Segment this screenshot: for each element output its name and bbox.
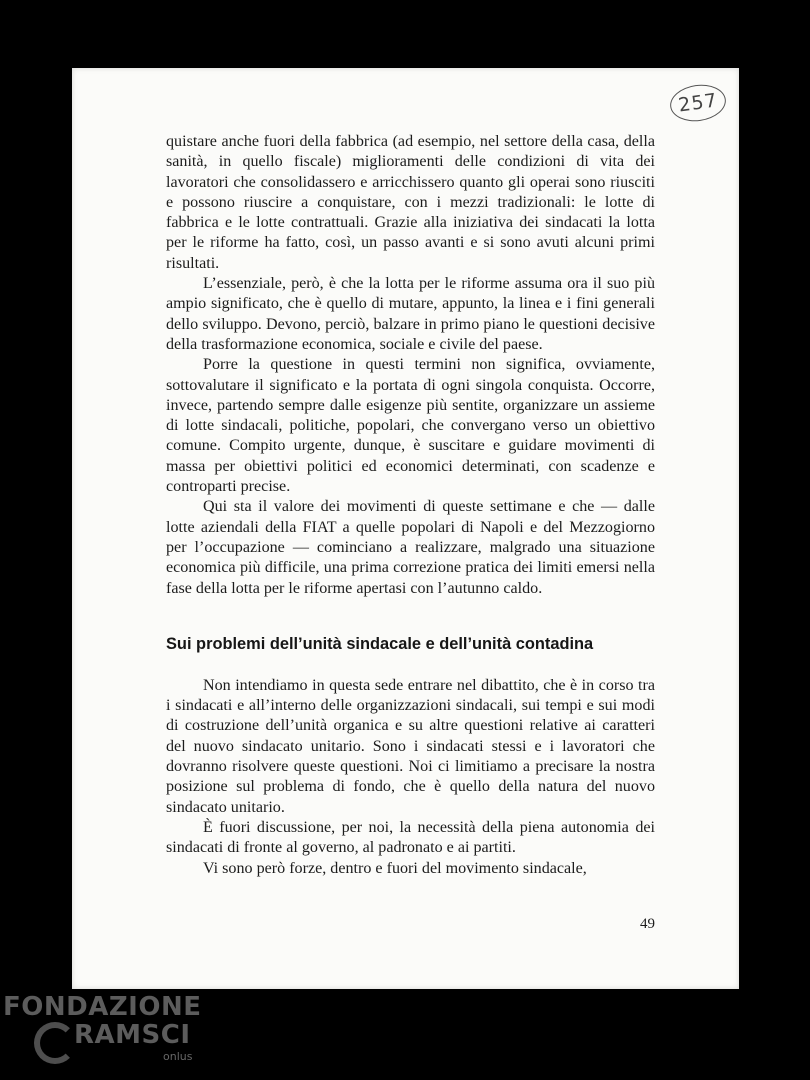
logo-line-gramsci: RAMSCI [74, 1020, 191, 1050]
paragraph: quistare anche fuori della fabbrica (ad esempio, nel settore della casa, della sanità, in quello fiscale) miglioramenti delle condizioni di vita dei lavoratori che consolidassero e arricchissero quanto gli operai sono riusciti e possono riuscire a conquistare, con i mezzi tradizionali: le lotte di fabbrica e le lotte contrattuali. Grazie alla iniziativa dei sindacati la lotta per le riforme ha fatto, così, un passo avanti e si sono avuti alcuni primi risultati. [166, 133, 655, 272]
section-heading: Sui problemi dell’unità sindacale e dell’unità contadina [166, 634, 594, 653]
paragraph: Porre la questione in questi termini non significa, ovviamente, sottovalutare il significato e la portata di ogni singola conquista. Occorre, invece, partendo sempre dalle esigenze più sentite, organizzare un assieme di lotte sindacali, politiche, popolari, che convergano verso un obiettivo comune. Compito urgente, dunque, è suscitare e guidare movimenti di massa per obiettivi politici ed economici determinati, con scadenze e controparti precise. [166, 356, 655, 496]
logo-line-onlus: onlus [163, 1050, 193, 1063]
paragraph: L’essenziale, però, è che la lotta per le riforme assuma ora il suo più ampio significato, che è quello di mutare, appunto, la linea e i fini generali dello sviluppo. Devono, perciò, balzare in primo piano le questioni decisive della trasformazione economica, sociale e civile del paese. [166, 275, 655, 353]
fondazione-gramsci-logo [0, 990, 210, 1075]
page-number: 49 [640, 916, 655, 932]
paragraph: Vi sono però forze, dentro e fuori del movimento sindacale, [203, 859, 587, 877]
logo-g-icon [34, 1022, 76, 1064]
document-page [72, 68, 739, 989]
stamp-number: 257 [677, 89, 719, 117]
logo-line-fondazione: FONDAZIONE [3, 992, 202, 1022]
paragraph: È fuori discussione, per noi, la necessità della piena autonomia dei sindacati di fronte al governo, al padronato e ai partiti. [166, 818, 655, 857]
paragraph: Non intendiamo in questa sede entrare nel dibattito, che è in corso tra i sindacati e all’interno delle organizzazioni sindacali, sui tempi e sui modi di costruzione dell’unità organica e su altre questioni relative ai caratteri del nuovo sindacato unitario. Sono i sindacati stessi e i lavoratori che dovranno risolvere queste questioni. Noi ci limitiamo a precisare la nostra posizione sul problema di fondo, che è quello della natura del nuovo sindacato unitario. [166, 676, 655, 816]
archive-stamp [668, 81, 728, 124]
paragraph: Qui sta il valore dei movimenti di queste settimane e che — dalle lotte aziendali della FIAT a quelle popolari di Napoli e del Mezzogiorno per l’occupazione — cominciano a realizzare, malgrado una situazione economica più difficile, una prima correzione pratica dei limiti emersi nella fase della lotta per le riforme apertasi con l’autunno caldo. [166, 498, 655, 597]
body-text [166, 132, 655, 879]
